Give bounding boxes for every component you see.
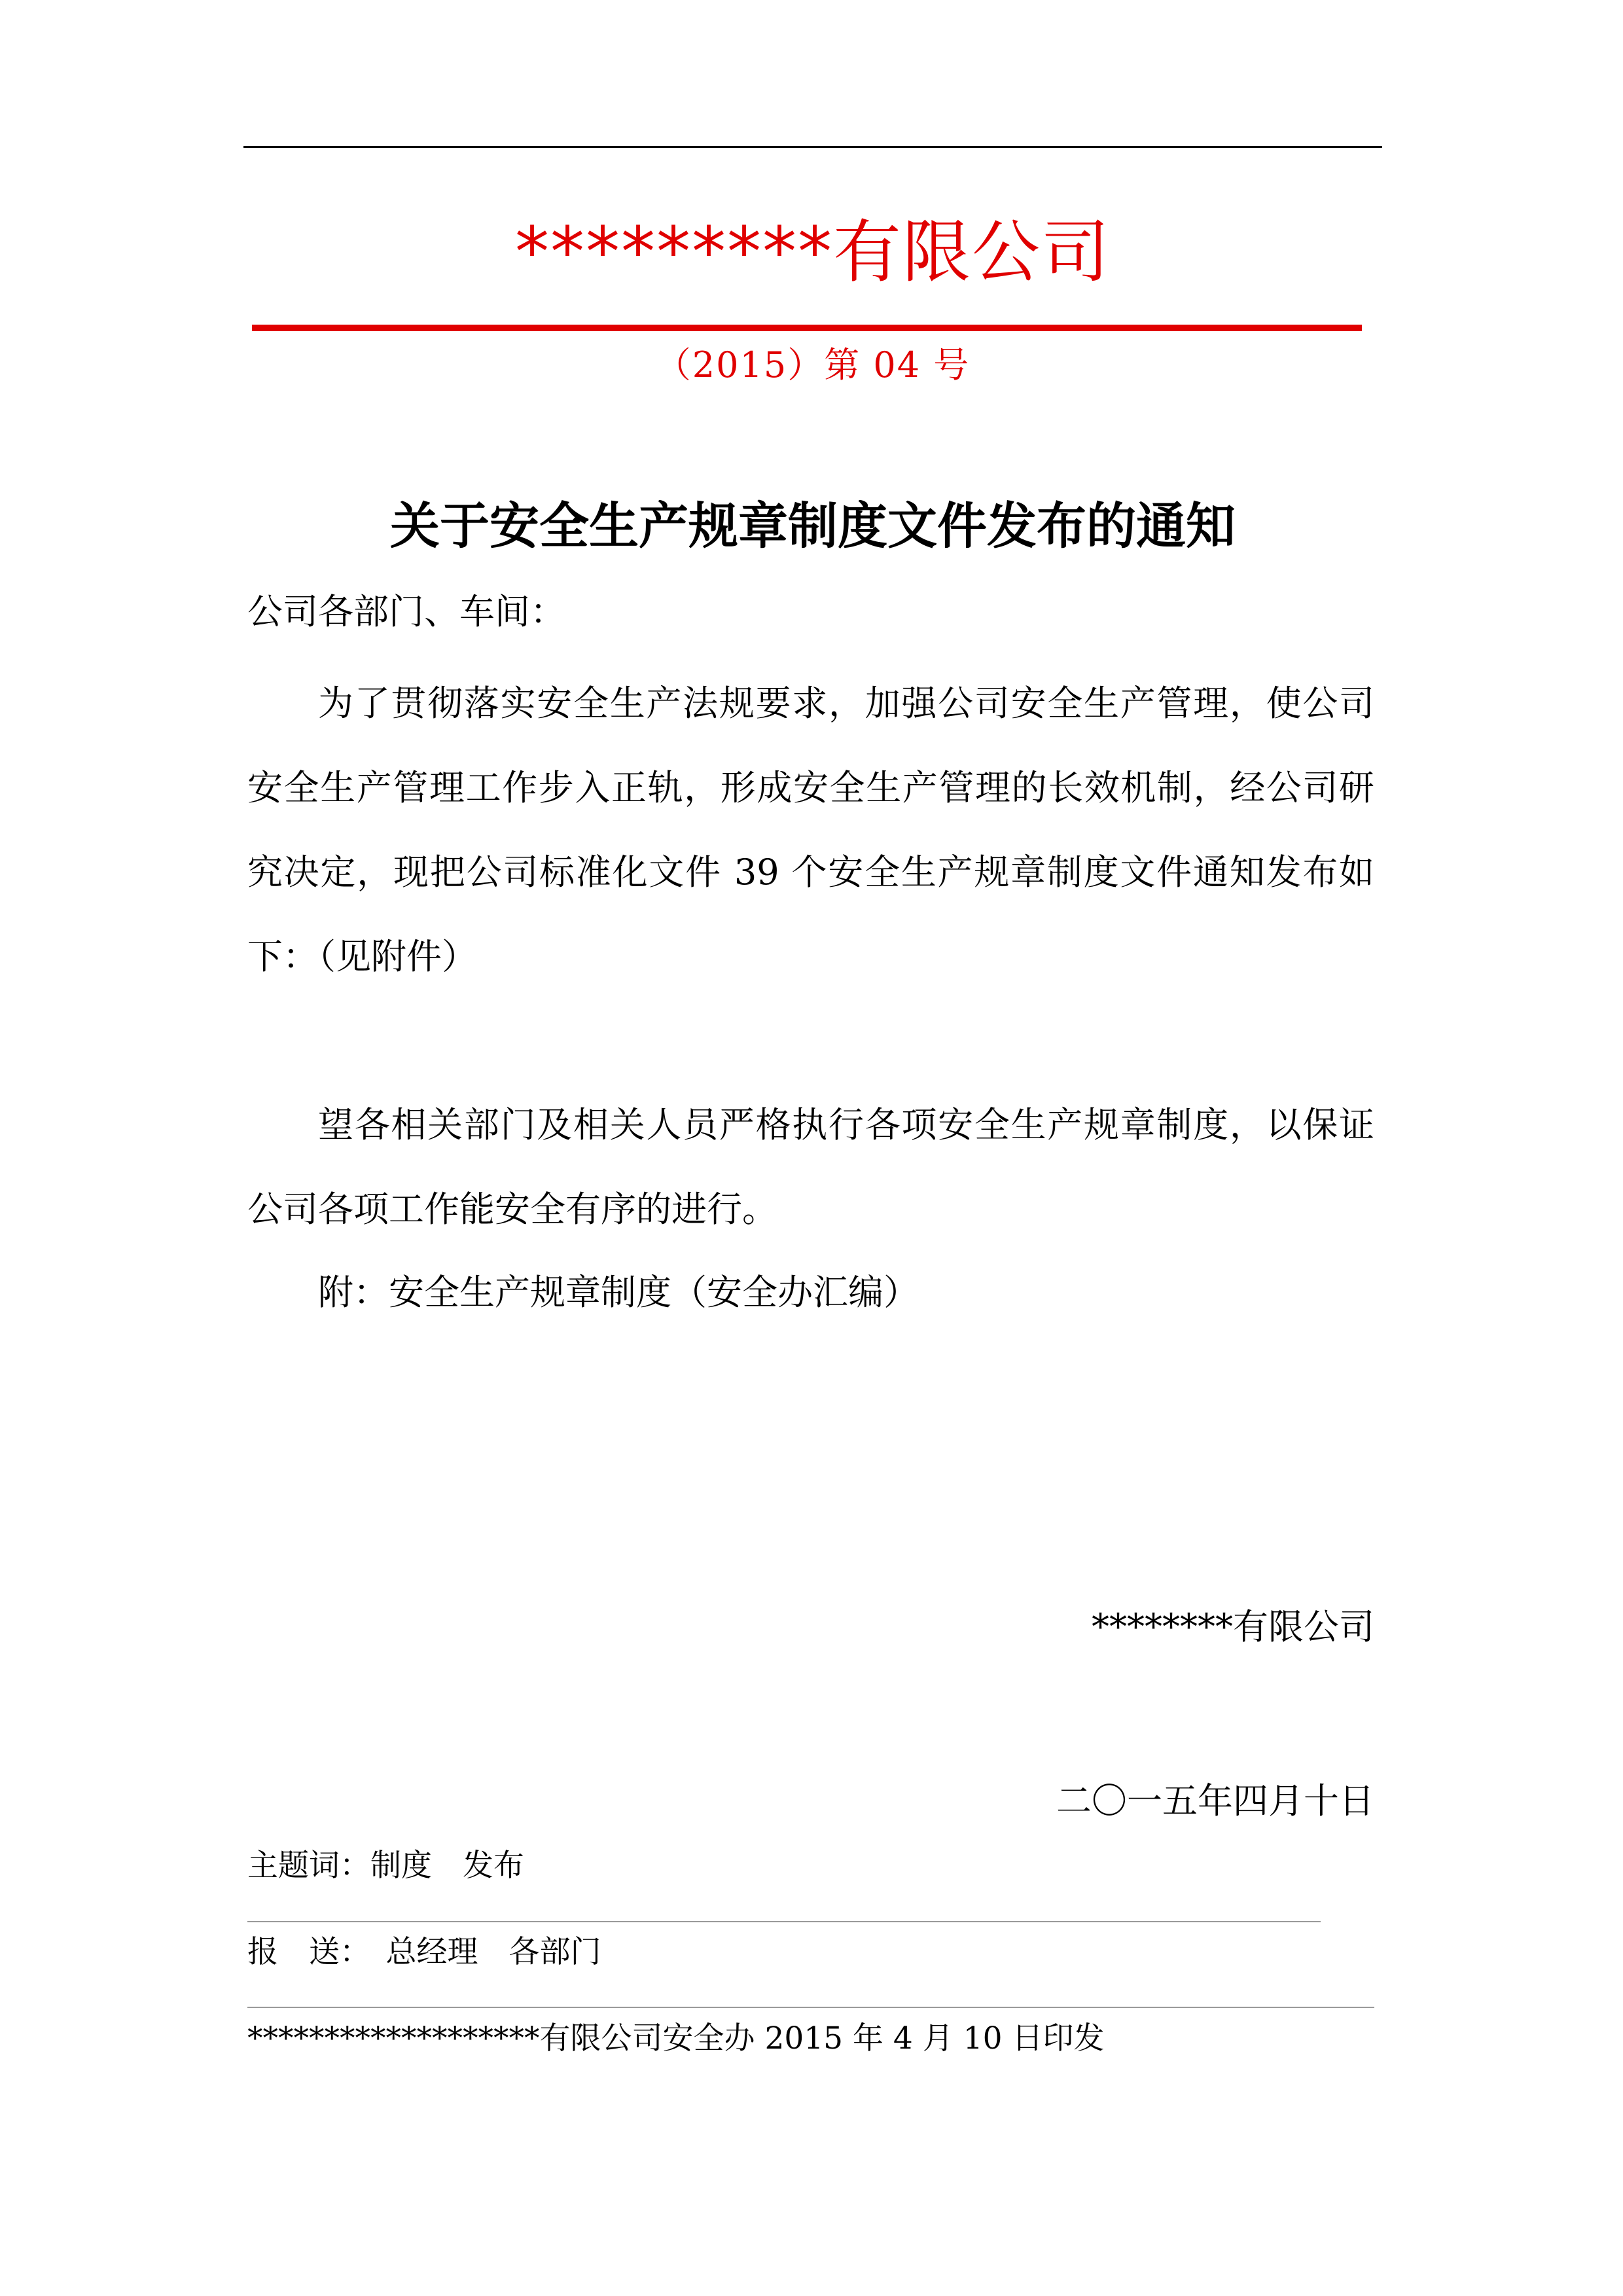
top-rule	[243, 146, 1382, 148]
document-number: （2015）第 04 号	[655, 344, 971, 386]
body-paragraph-1: 为了贯彻落实安全生产法规要求，加强公司安全生产管理，使公司安全生产管理工作步入正轨，形成安全生产管理的长效机制，经公司研究决定，现把公司标准化文件 39 个安全生产规章制度文件通知发布如下：（见附件）	[247, 683, 1374, 977]
signature-date: 二〇一五年四月十日	[1056, 1780, 1374, 1821]
issuer-title: *********有限公司	[514, 212, 1111, 292]
subject-words: 主题词：制度 发布	[247, 1848, 524, 1884]
footer-rule-2	[247, 2007, 1374, 2008]
printed-by-line: *******************有限公司安全办 2015 年 4 月 10 日印发	[247, 2020, 1105, 2056]
notice-title: 关于安全生产规章制度文件发布的通知	[390, 497, 1236, 555]
signature-org: ********有限公司	[1092, 1606, 1374, 1647]
attachment-line: 附：安全生产规章制度（安全办汇编）	[318, 1272, 919, 1313]
red-divider	[252, 325, 1362, 331]
body-paragraph-2: 望各相关部门及相关人员严格执行各项安全生产规章制度，以保证公司各项工作能安全有序的进行。	[247, 1104, 1374, 1230]
recipients-line: 报 送： 总经理 各部门	[247, 1934, 601, 1970]
salutation: 公司各部门、车间：	[247, 591, 565, 632]
footer-rule-1	[247, 1921, 1321, 1922]
